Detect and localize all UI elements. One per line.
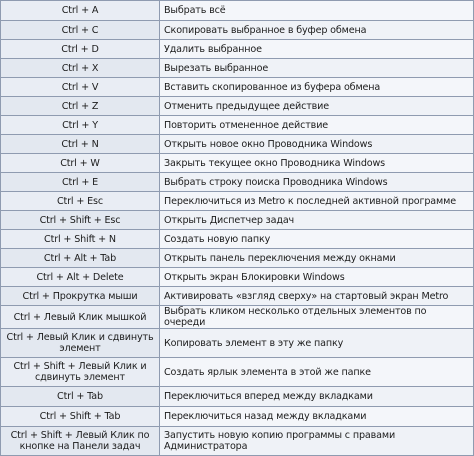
shortcut-action-cell: Переключиться назад между вкладками (160, 407, 474, 427)
shortcut-action-cell: Переключиться вперед между вкладками (160, 387, 474, 407)
shortcut-keys-cell: Ctrl + Y (1, 116, 160, 135)
shortcut-action-cell: Активировать «взгляд сверху» на стартовый экран Metro (160, 287, 474, 306)
shortcut-action-cell: Открыть Диспетчер задач (160, 211, 474, 230)
shortcut-action-cell: Выбрать строку поиска Проводника Windows (160, 173, 474, 192)
shortcut-keys-cell: Ctrl + Левый Клик и сдвинуть элемент (1, 329, 160, 358)
table-row (1, 387, 474, 407)
table-row (1, 116, 474, 135)
table-row (1, 173, 474, 192)
shortcut-keys-cell: Ctrl + Tab (1, 387, 160, 407)
table-row (1, 407, 474, 427)
table-row (1, 135, 474, 154)
shortcut-action-cell: Закрыть текущее окно Проводника Windows (160, 154, 474, 173)
shortcut-action-cell: Открыть новое окно Проводника Windows (160, 135, 474, 154)
shortcut-action-cell: Запустить новую копию программы с правами Администратора (160, 427, 474, 456)
shortcut-keys-cell: Ctrl + A (1, 1, 160, 21)
table-row (1, 358, 474, 387)
shortcut-keys-cell: Ctrl + X (1, 59, 160, 78)
shortcut-keys-cell: Ctrl + C (1, 21, 160, 40)
table-row (1, 78, 474, 97)
shortcut-action-cell: Создать ярлык элемента в этой же папке (160, 358, 474, 387)
shortcut-keys-cell: Ctrl + Shift + Tab (1, 407, 160, 427)
table-row (1, 59, 474, 78)
table-row (1, 40, 474, 59)
table-row (1, 21, 474, 40)
shortcut-keys-cell: Ctrl + Alt + Delete (1, 268, 160, 287)
table-row (1, 249, 474, 268)
shortcut-keys-cell: Ctrl + Esc (1, 192, 160, 211)
shortcut-action-cell: Удалить выбранное (160, 40, 474, 59)
shortcut-action-cell: Выбрать кликом несколько отдельных элементов по очереди (160, 306, 474, 329)
shortcut-keys-cell: Ctrl + Shift + Esc (1, 211, 160, 230)
table-row (1, 287, 474, 306)
shortcut-keys-cell: Ctrl + Shift + Левый Клик и сдвинуть элемент (1, 358, 160, 387)
shortcut-keys-cell: Ctrl + E (1, 173, 160, 192)
shortcut-action-cell: Открыть экран Блокировки Windows (160, 268, 474, 287)
shortcut-action-cell: Выбрать всё (160, 1, 474, 21)
shortcut-action-cell: Скопировать выбранное в буфер обмена (160, 21, 474, 40)
shortcut-keys-cell: Ctrl + N (1, 135, 160, 154)
table-body (1, 1, 474, 456)
shortcut-action-cell: Копировать элемент в эту же папку (160, 329, 474, 358)
table-row (1, 329, 474, 358)
table-row (1, 230, 474, 249)
table-row (1, 427, 474, 456)
shortcut-keys-cell: Ctrl + Alt + Tab (1, 249, 160, 268)
shortcut-keys-cell: Ctrl + W (1, 154, 160, 173)
shortcut-action-cell: Открыть панель переключения между окнами (160, 249, 474, 268)
table-row (1, 306, 474, 329)
shortcut-action-cell: Вырезать выбранное (160, 59, 474, 78)
shortcut-keys-cell: Ctrl + Shift + Левый Клик по кнопке на Панели задач (1, 427, 160, 456)
table-row (1, 154, 474, 173)
shortcut-action-cell: Переключиться из Metro к последней активной программе (160, 192, 474, 211)
table-row (1, 97, 474, 116)
table-row (1, 211, 474, 230)
table-row (1, 1, 474, 21)
shortcut-action-cell: Создать новую папку (160, 230, 474, 249)
shortcut-action-cell: Отменить предыдущее действие (160, 97, 474, 116)
shortcut-keys-cell: Ctrl + V (1, 78, 160, 97)
shortcut-action-cell: Повторить отмененное действие (160, 116, 474, 135)
shortcut-keys-cell: Ctrl + Прокрутка мыши (1, 287, 160, 306)
shortcut-keys-cell: Ctrl + Shift + N (1, 230, 160, 249)
shortcut-keys-cell: Ctrl + Z (1, 97, 160, 116)
table-row (1, 192, 474, 211)
shortcut-action-cell: Вставить скопированное из буфера обмена (160, 78, 474, 97)
shortcut-keys-cell: Ctrl + Левый Клик мышкой (1, 306, 160, 329)
table-row (1, 268, 474, 287)
shortcut-keys-cell: Ctrl + D (1, 40, 160, 59)
